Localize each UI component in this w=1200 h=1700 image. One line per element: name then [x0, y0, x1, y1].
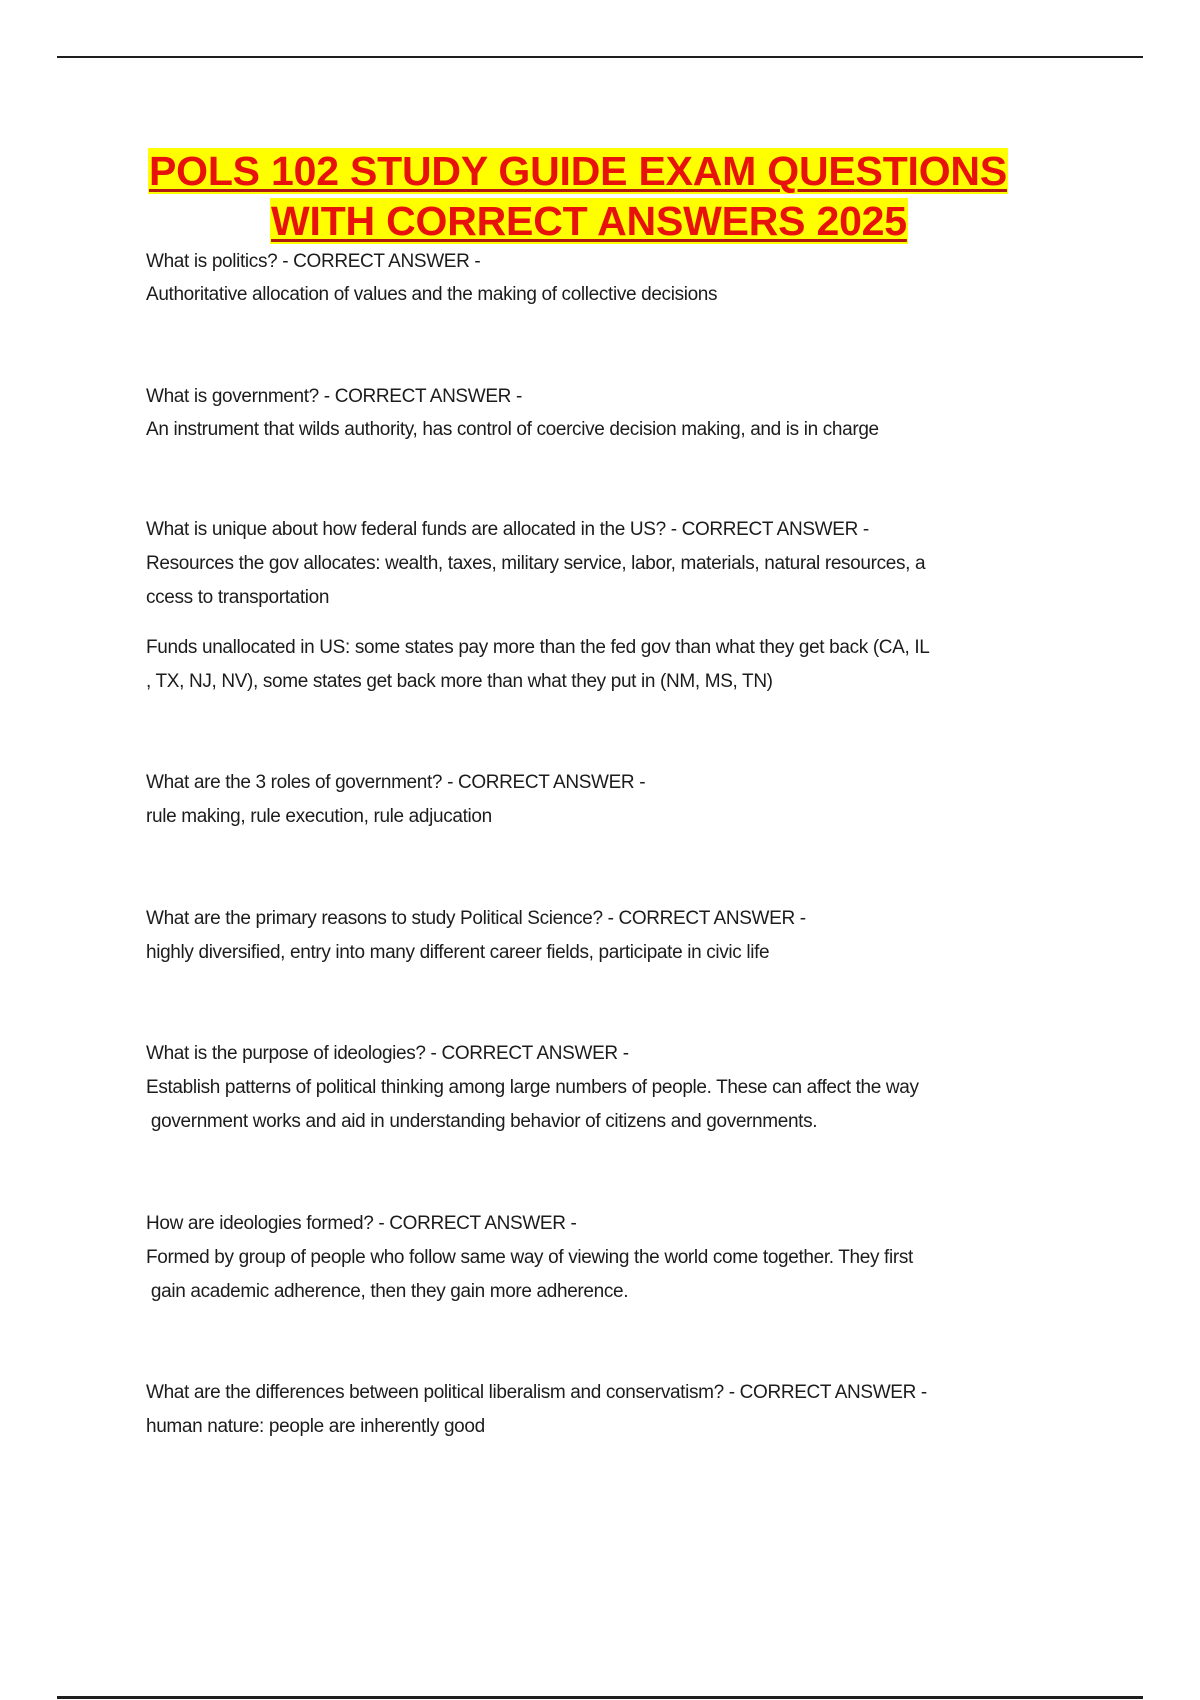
question: How are ideologies formed? - CORRECT ANSWER -: [146, 1213, 577, 1234]
answer-line: Funds unallocated in US: some states pay more than the fed gov than what they get back (CA, IL: [146, 637, 930, 658]
question: What are the 3 roles of government? - CORRECT ANSWER -: [146, 772, 646, 793]
answer-line: highly diversified, entry into many different career fields, participate in civic life: [146, 942, 770, 963]
title-line-1-text: POLS 102 STUDY GUIDE EXAM QUESTIONS: [149, 148, 1007, 194]
answer-line: , TX, NJ, NV), some states get back more than what they put in (NM, MS, TN): [146, 671, 773, 692]
answer-line: gain academic adherence, then they gain more adherence.: [146, 1281, 629, 1302]
answer-line: Resources the gov allocates: wealth, taxes, military service, labor, materials, natural resources, a: [146, 553, 926, 574]
answer-line: rule making, rule execution, rule adjucation: [146, 806, 492, 827]
question: What is unique about how federal funds are allocated in the US? - CORRECT ANSWER -: [146, 519, 869, 540]
title-line-2: [270, 197, 908, 245]
question: What is the purpose of ideologies? - CORRECT ANSWER -: [146, 1043, 629, 1064]
answer-line: Authoritative allocation of values and the making of collective decisions: [146, 284, 718, 305]
answer-line: An instrument that wilds authority, has control of coercive decision making, and is in charge: [146, 419, 879, 440]
answer-line: Formed by group of people who follow same way of viewing the world come together. They first: [146, 1247, 913, 1268]
answer-line: government works and aid in understanding behavior of citizens and governments.: [146, 1111, 818, 1132]
answer-line: Establish patterns of political thinking among large numbers of people. These can affect the way: [146, 1077, 919, 1098]
question: What is government? - CORRECT ANSWER -: [146, 386, 522, 407]
header-rule: [57, 56, 1143, 58]
question: What are the differences between political liberalism and conservatism? - CORRECT ANSWER -: [146, 1382, 927, 1403]
answer-line: ccess to transportation: [146, 587, 330, 608]
title-line-2-text: WITH CORRECT ANSWERS 2025: [271, 198, 907, 244]
footer-rule: [57, 1696, 1143, 1699]
question: What are the primary reasons to study Political Science? - CORRECT ANSWER -: [146, 908, 806, 929]
title-line-1: [148, 147, 1008, 195]
question: What is politics? - CORRECT ANSWER -: [146, 251, 481, 272]
answer-line: human nature: people are inherently good: [146, 1416, 485, 1437]
